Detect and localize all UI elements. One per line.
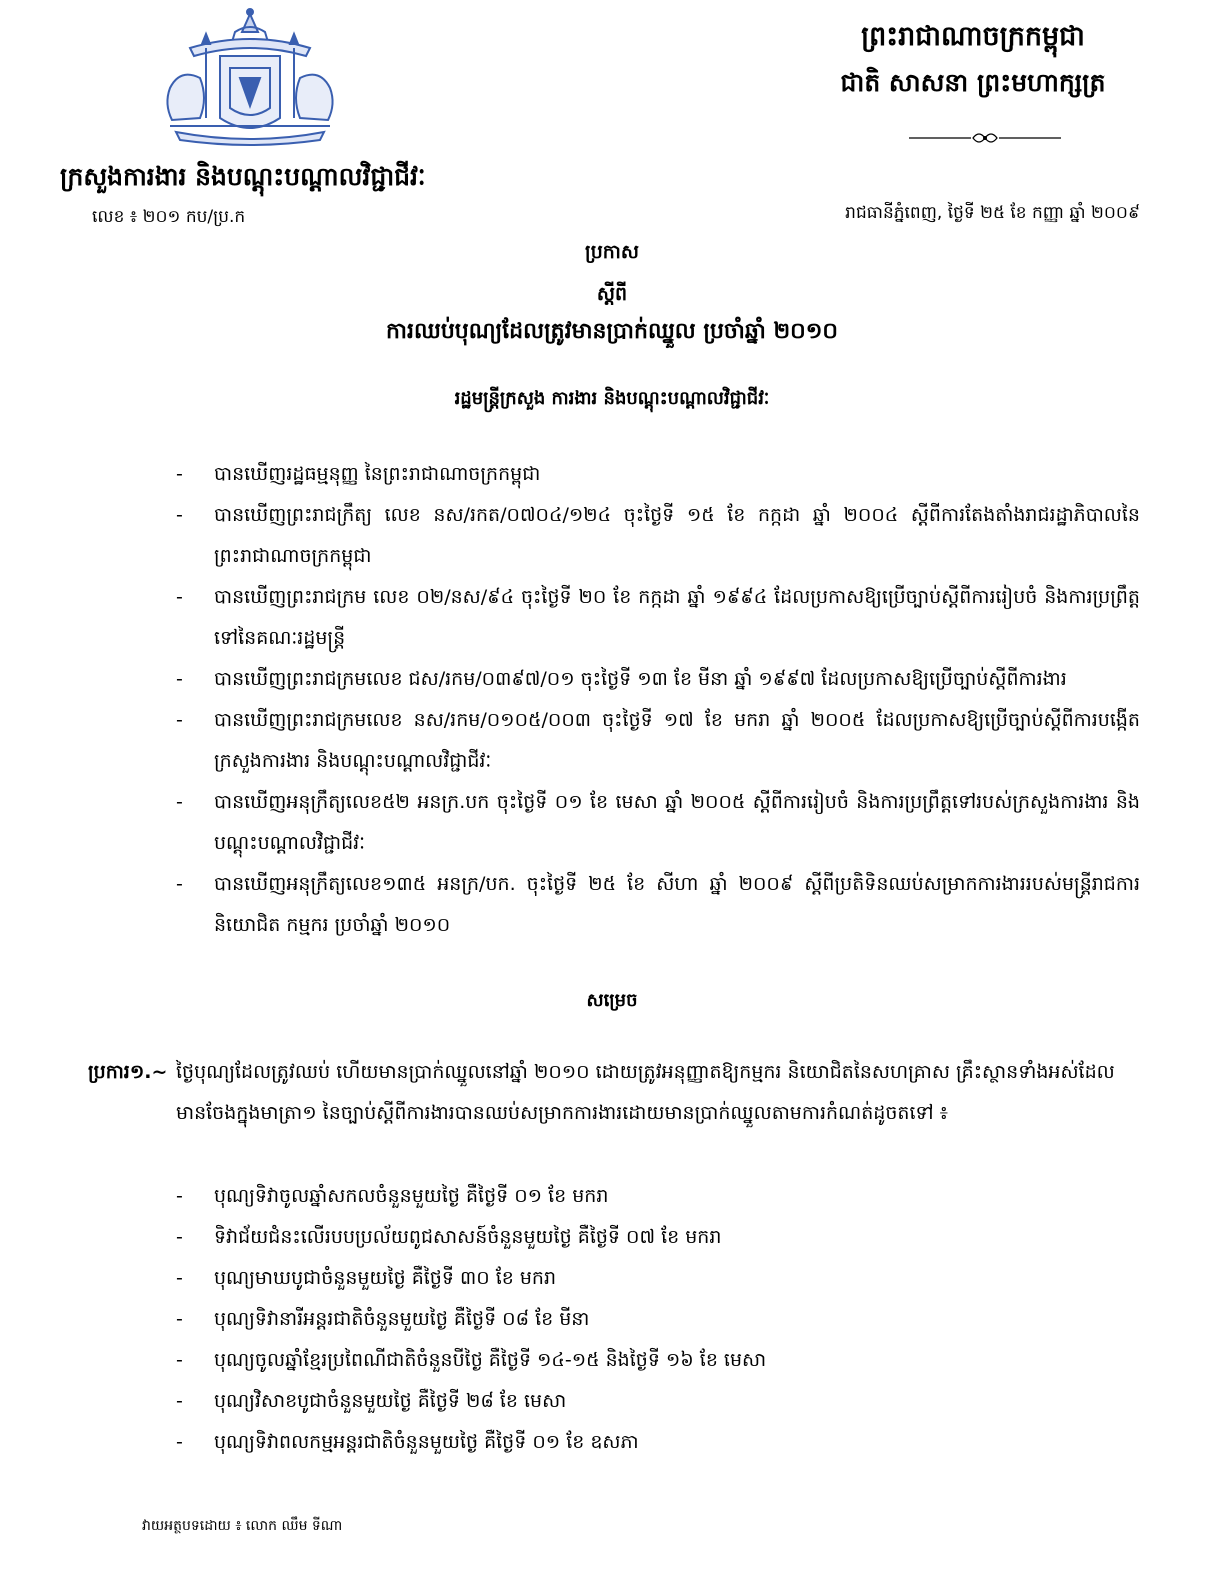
- list-item: - បានឃើញអនុក្រឹត្យលេខ៥២ អនក្រ.បក ចុះថ្ងៃទី ០១ ខែ មេសា ឆ្នាំ ២០០៥ ស្តីពីការរៀបចំ និងការប្រព្រឹត្តទៅរបស់ក្រសួងការងារ និងបណ្តុះបណ្តាលវិជ្ជាជីវៈ: [176, 782, 1140, 864]
- doc-subject-title: ការឈប់បុណ្យដែលត្រូវមានប្រាក់ឈ្នួល ប្រចាំឆ្នាំ ២០១០: [386, 319, 838, 344]
- list-dash: -: [176, 1390, 183, 1412]
- list-dash: -: [176, 1308, 183, 1330]
- typist-credit: វាយអត្ថបទដោយ ៖ លោក ឈឹម ទីណា: [142, 1518, 343, 1534]
- list-item: - បុណ្យវិសាខបូជាចំនួនមួយថ្ងៃ គឺថ្ងៃទី ២៨ ខែ មេសា: [176, 1381, 1140, 1422]
- ministry-name: ក្រសួងការងារ និងបណ្តុះបណ្តាលវិជ្ជាជីវៈ: [60, 162, 426, 191]
- kingdom-motto: [808, 18, 1138, 102]
- list-item: - បានឃើញព្រះរាជក្រមលេខ នស/រកម/០១០៥/០០៣ ចុះថ្ងៃទី ១៧ ខែ មករា ឆ្នាំ ២០០៥ ដែលប្រកាសឱ្យប្រើច្បាប់ស្តីពីការបង្កើតក្រសួងការងារ និងបណ្តុះបណ្តាលវិជ្ជាជីវៈ: [176, 700, 1140, 782]
- list-item: - បានឃើញព្រះរាជក្រម លេខ ០២/នស/៩៤ ចុះថ្ងៃទី ២០ ខែ កក្កដា ឆ្នាំ ១៩៩៤ ដែលប្រកាសឱ្យប្រើច្បាប់ស្តីពីការរៀបចំ និងការប្រព្រឹត្តទៅនៃគណៈរដ្ឋមន្ត្រី: [176, 577, 1140, 659]
- article-1: [88, 1052, 1140, 1134]
- list-dash: -: [176, 668, 183, 690]
- article-label: ប្រការ១.~: [88, 1061, 168, 1083]
- list-item: - បានឃើញព្រះរាជក្រមលេខ ជស/រកម/០៣៩៧/០១ ចុះថ្ងៃទី ១៣ ខែ មីនា ឆ្នាំ ១៩៩៧ ដែលប្រកាសឱ្យប្រើច្បាប់ស្តីពីការងារ: [176, 659, 1140, 700]
- list-item: - បុណ្យទិវាចូលឆ្នាំសកលចំនួនមួយថ្ងៃ គឺថ្ងៃទី ០១ ខែ មករា: [176, 1176, 1140, 1217]
- royal-coat-of-arms-emblem: [150, 8, 350, 148]
- list-item: - បានឃើញអនុក្រឹត្យលេខ១៣៥ អនក្រ/បក. ចុះថ្ងៃទី ២៥ ខែ សីហា ឆ្នាំ ២០០៩ ស្តីពីប្រតិទិនឈប់សម្រាកការងាររបស់មន្ត្រីរាជការ និយោជិត កម្មករ ប្រចាំឆ្នាំ ២០១០: [176, 864, 1140, 946]
- list-dash: -: [176, 791, 183, 813]
- list-item: - បុណ្យទិវាពលកម្មអន្តរជាតិចំនួនមួយថ្ងៃ គឺថ្ងៃទី ០១ ខែ ឧសភា: [176, 1422, 1140, 1463]
- list-dash: -: [176, 1349, 183, 1371]
- list-item: - បានឃើញព្រះរាជក្រឹត្យ លេខ នស/រកត/០៧០៤/១២៤ ចុះថ្ងៃទី ១៥ ខែ កក្កដា ឆ្នាំ ២០០៤ ស្តីពីការតែងតាំងរាជរដ្ឋាភិបាលនៃព្រះរាជាណាចក្រកម្ពុជា: [176, 495, 1140, 577]
- list-dash: -: [176, 709, 183, 731]
- list-item: - បុណ្យទិវានារីអន្តរជាតិចំនួនមួយថ្ងៃ គឺថ្ងៃទី ០៨ ខែ មីនា: [176, 1299, 1140, 1340]
- list-dash: -: [176, 1185, 183, 1207]
- decision-heading: សម្រេច: [586, 990, 638, 1011]
- list-dash: -: [176, 873, 183, 895]
- list-item: - ទិវាជ័យជំនះលើរបបប្រល័យពូជសាសន៍ចំនួនមួយថ្ងៃ គឺថ្ងៃទី ០៧ ខែ មករា: [176, 1217, 1140, 1258]
- doc-type-title: ប្រកាស: [585, 241, 639, 263]
- ornament-divider: [905, 128, 1065, 148]
- list-dash: -: [176, 1226, 183, 1248]
- list-dash: -: [176, 463, 183, 485]
- list-dash: -: [176, 1267, 183, 1289]
- considerations-list: [176, 454, 1140, 946]
- kingdom-title: ព្រះរាជាណាចក្រកម្ពុជា: [861, 21, 1085, 52]
- place-and-date: រាជធានីភ្នំពេញ, ថ្ងៃទី ២៥ ខែ កញ្ញា ឆ្នាំ ២០០៩: [845, 203, 1140, 223]
- list-dash: -: [176, 586, 183, 608]
- list-item: - បានឃើញរដ្ឋធម្មនុញ្ញ នៃព្រះរាជាណាចក្រកម្ពុជា: [176, 454, 1140, 495]
- national-motto: ជាតិ សាសនា ព្រះមហាក្សត្រ: [840, 68, 1106, 97]
- issuer-heading: រដ្ឋមន្ត្រីក្រសួង ការងារ និងបណ្តុះបណ្តាលវិជ្ជាជីវៈ: [454, 388, 770, 409]
- list-dash: -: [176, 504, 183, 526]
- holidays-list: [176, 1176, 1140, 1463]
- reference-number: លេខ ៖ ២០១ កប/ប្រ.ក: [92, 207, 246, 227]
- article-text: ថ្ងៃបុណ្យដែលត្រូវឈប់ ហើយមានប្រាក់ឈ្នួលនៅឆ្នាំ ២០១០ ដោយត្រូវអនុញ្ញាតឱ្យកម្មករ និយោជិតនៃសហគ្រាស គ្រឹះស្ថានទាំងអស់ដែលមានចែងក្នុងមាត្រា១ នៃច្បាប់ស្តីពីការងារបានឈប់សម្រាកការងារដោយមានប្រាក់ឈ្នួលតាមការកំណត់ដូចតទៅ ៖: [176, 1061, 1115, 1124]
- list-item: - បុណ្យមាឃបូជាចំនួនមួយថ្ងៃ គឺថ្ងៃទី ៣០ ខែ មករា: [176, 1258, 1140, 1299]
- list-dash: -: [176, 1431, 183, 1453]
- list-item: - បុណ្យចូលឆ្នាំខ្មែរប្រពៃណីជាតិចំនួនបីថ្ងៃ គឺថ្ងៃទី ១៤-១៥ និងថ្ងៃទី ១៦ ខែ មេសា: [176, 1340, 1140, 1381]
- doc-about-label: ស្តីពី: [596, 283, 628, 305]
